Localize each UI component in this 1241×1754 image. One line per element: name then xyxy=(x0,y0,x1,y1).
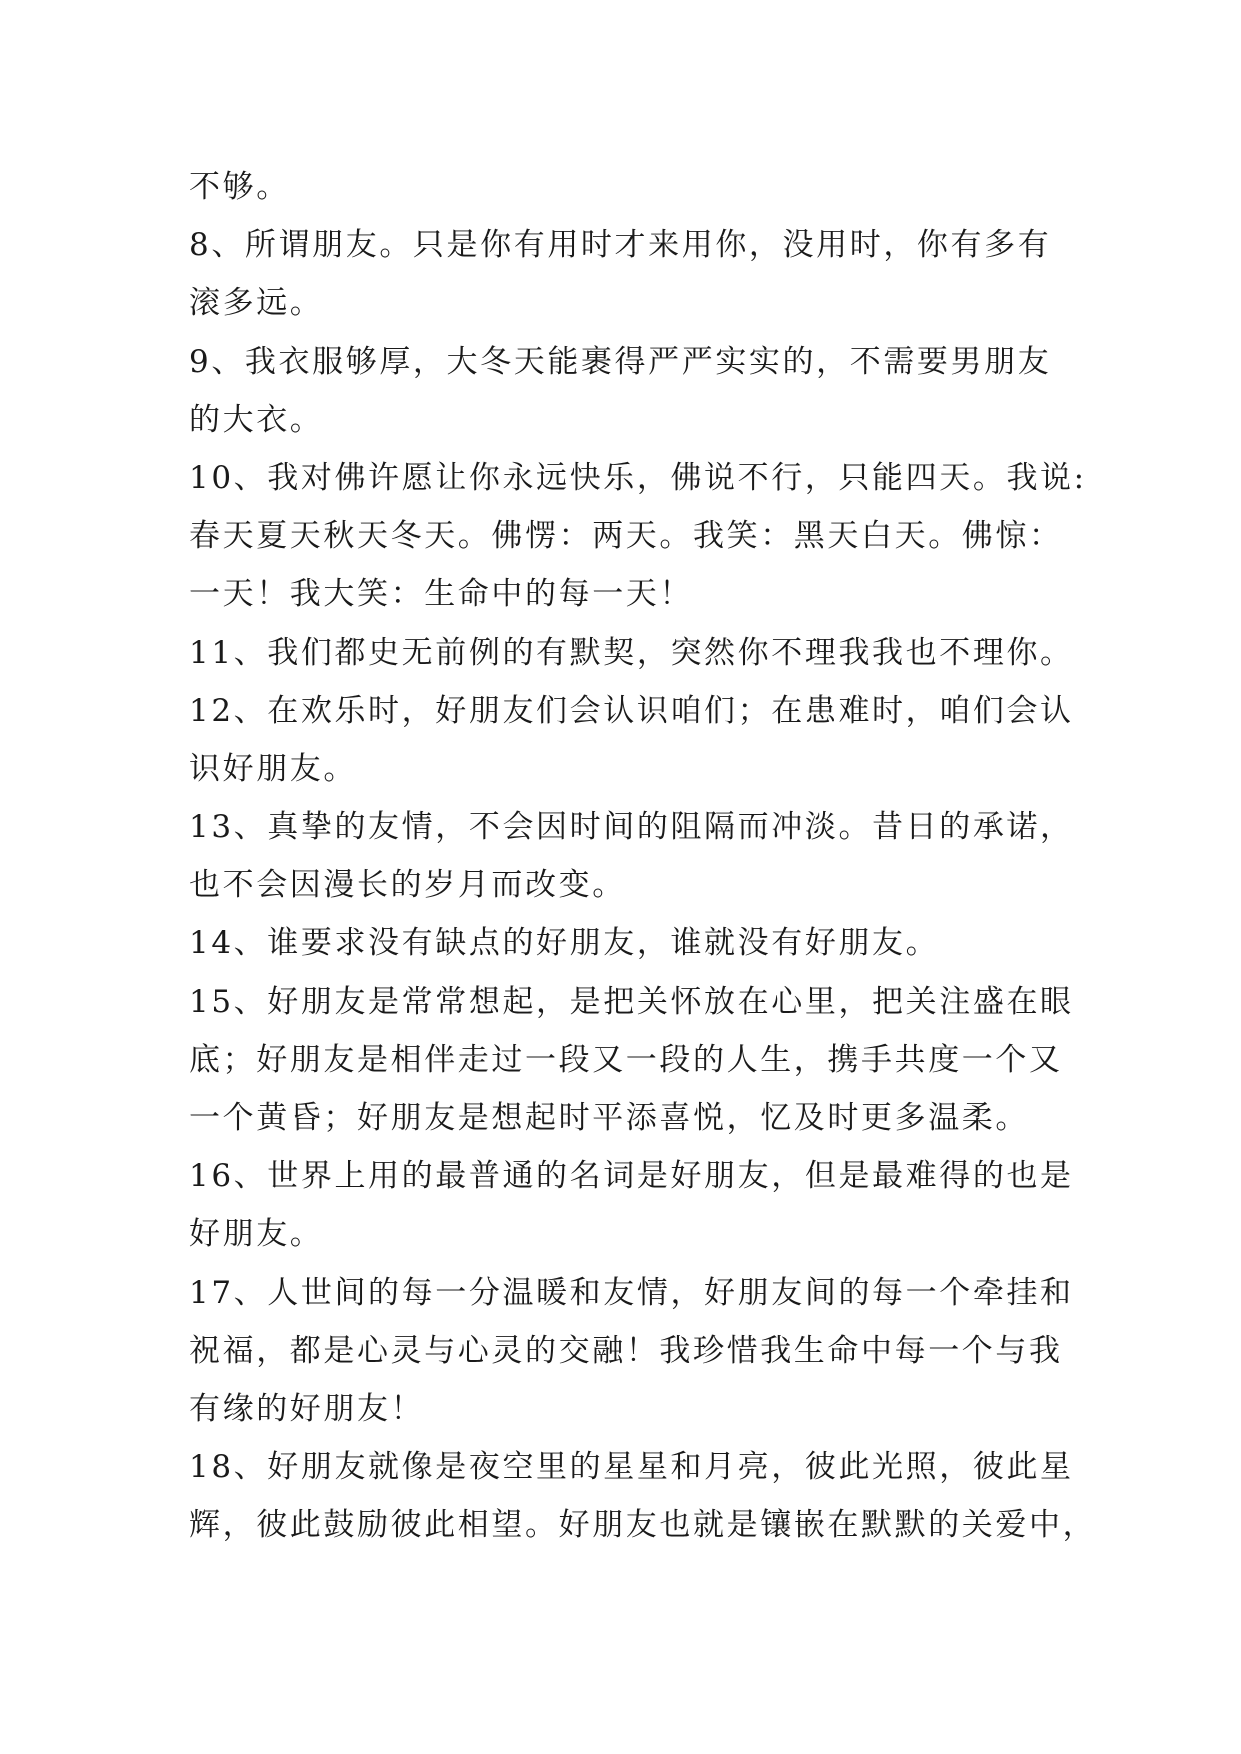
body-text xyxy=(189,158,1097,1555)
text-line: 辉，彼此鼓励彼此相望。好朋友也就是镶嵌在默默的关爱中， xyxy=(189,1507,1097,1544)
text-line: 好朋友。 xyxy=(189,1216,324,1253)
text-line: 8、所谓朋友。只是你有用时才来用你，没用时，你有多有 xyxy=(189,227,1052,264)
text-line: 的大衣。 xyxy=(189,401,324,438)
text-line: 17、人世间的每一分温暖和友情，好朋友间的每一个牵挂和 xyxy=(189,1274,1074,1311)
text-line: 15、好朋友是常常想起，是把关怀放在心里，把关注盛在眼 xyxy=(189,983,1074,1020)
text-line: 14、谁要求没有缺点的好朋友，谁就没有好朋友。 xyxy=(189,925,940,962)
text-line: 16、世界上用的最普通的名词是好朋友，但是最难得的也是 xyxy=(189,1158,1074,1195)
text-line: 祝福，都是心灵与心灵的交融！我珍惜我生命中每一个与我 xyxy=(189,1332,1063,1369)
text-line: 12、在欢乐时，好朋友们会认识咱们；在患难时，咱们会认 xyxy=(189,692,1074,729)
text-line: 9、我衣服够厚，大冬天能裹得严严实实的，不需要男朋友 xyxy=(189,343,1052,380)
text-line: 一个黄昏；好朋友是想起时平添喜悦，忆及时更多温柔。 xyxy=(189,1100,1029,1136)
text-line: 滚多远。 xyxy=(189,285,324,322)
text-line: 不够。 xyxy=(189,169,290,205)
text-line: 也不会因漫长的岁月而改变。 xyxy=(189,867,626,904)
text-line: 18、好朋友就像是夜空里的星星和月亮，彼此光照，彼此星 xyxy=(189,1449,1074,1486)
text-line: 一天！我大笑：生命中的每一天！ xyxy=(189,576,693,613)
text-line: 春天夏天秋天冬天。佛愣：两天。我笑：黑天白天。佛惊： xyxy=(189,518,1063,555)
text-line: 11、我们都史无前例的有默契，突然你不理我我也不理你。 xyxy=(189,634,1074,671)
text-line: 有缘的好朋友！ xyxy=(189,1390,425,1427)
text-line: 底；好朋友是相伴走过一段又一段的人生，携手共度一个又 xyxy=(189,1041,1063,1078)
text-line: 13、真挚的友情，不会因时间的阻隔而冲淡。昔日的承诺， xyxy=(189,809,1074,846)
text-line: 识好朋友。 xyxy=(189,750,357,787)
text-line: 10、我对佛许愿让你永远快乐，佛说不行，只能四天。我说: xyxy=(189,459,1087,496)
